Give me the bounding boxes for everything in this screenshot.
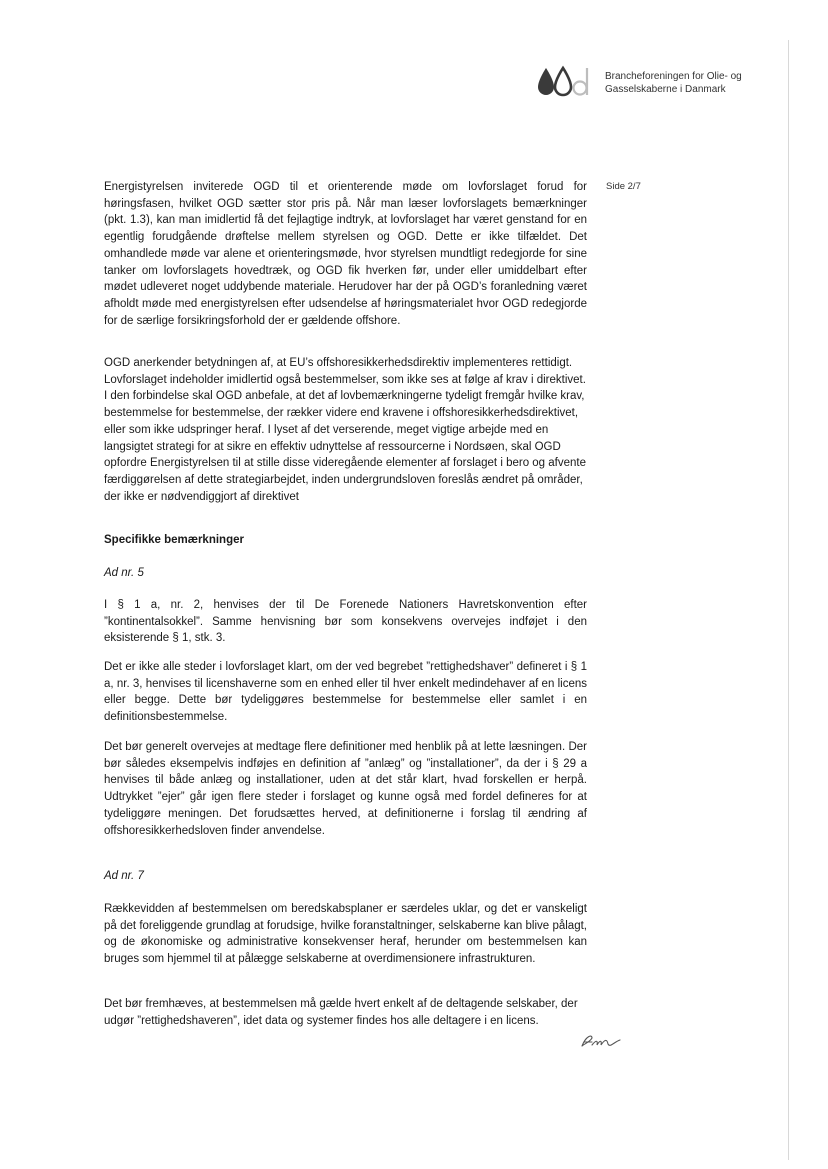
paragraph-6 [104, 901, 587, 968]
paragraph-text: I § 1 a, nr. 2, henvises der til De Forenede Nationers Havretskonvention efter ”kontinentalsokkel”. Samme henvisning bør som konsekvens overvejes indføjet i den eksisterende § 1, stk. 3. [104, 599, 587, 645]
paragraph-4 [104, 659, 587, 726]
org-line-1: Brancheforeningen for Olie- og [605, 71, 742, 82]
paragraph-text: Rækkevidden af bestemmelsen om beredskabsplaner er særdeles uklar, og det er vanskeligt på det foreliggende grundlag at forudsige, hvilke foranstaltninger, selskaberne kan blive pålagt, og de økonomiske og administrative konsekvenser heraf, herunder om bestemmelsen kan bruges som hjemmel til at pålægge selskaberne at overdimensionere infrastrukturen. [104, 903, 587, 966]
paragraph-text: OGD anerkender betydningen af, at EU’s offshoresikkerhedsdirektiv implementeres rettidigt. Lovforslaget indeholder imidlertid også bestemmelser, som ikke ses at følge af krav i direktivet. I den forbindelse skal OGD anbefale, at det af lovbemærkningerne tydeligt fremgår hvilke krav, bestemmelse for bestemmelse, der rækker videre end kravene i offshoresikkerhedsdirektivet, eller som ikke udspringer heraf. I lyset af det verserende, meget vigtige arbejde med en langsigtet strategi for at sikre en effektiv udnyttelse af ressourcerne i Nordsøen, skal OGD opfordre Energistyrelsen til at stille disse videregående elementer af forslaget i bero og afvente færdiggørelsen af dette strategiarbejdet, inden undergrundsloven foreslås ændret på områder, der ikke er nødvendiggjort af direktivet [104, 357, 586, 503]
paragraph-2 [104, 355, 587, 505]
paragraph-text: Det bør generelt overvejes at medtage flere definitioner med henblik på at lette læsningen. Der bør således eksempelvis indføjes en definition af ”anlæg” og ”installationer”, da der i § 29 a henvises til både anlæg og installationer, uden at det står klart, hvad forskellen er herpå. Udtrykket ”ejer” går igen flere steder i forslaget og kunne også med fordel defineres for at tydeliggøre meningen. Det forudsættes herved, at definitionerne i forslag til ændring af offshoresikkerhedsloven finder anvendelse. [104, 741, 587, 837]
paragraph-7 [104, 996, 587, 1029]
signature-initials-icon [578, 1030, 628, 1052]
organization-name [605, 70, 742, 96]
paragraph-text: Energistyrelsen inviterede OGD til et orienterende møde om lovforslaget forud for høringsfasen, hvilket OGD sætter stor pris på. Når man læser lovforslagets bemærkninger (pkt. 1.3), kan man imidlertid få det fejlagtige indtryk, at lovforslaget har været genstand for en egentlig forudgående drøftelse mellem styrelsen og OGD. Dette er ikke tilfældet. Det omhandlede møde var alene et orienteringsmøde, hvor styrelsen mundtligt redegjorde for sine tanker om lovforslagets hovedtræk, og OGD fik hverken før, under eller umiddelbart efter mødet udleveret noget uddybende materiale. Herudover har der på OGD’s foranledning været afholdt møde med energistyrelsen efter udsendelse af høringsmaterialet hvor OGD redegjorde for de særlige forsikringsforhold der er gældende offshore. [104, 181, 587, 327]
paragraph-3 [104, 597, 587, 647]
paragraph-5 [104, 739, 587, 839]
paragraph-1 [104, 179, 587, 329]
subheading-ad-nr-7: Ad nr. 7 [104, 870, 144, 882]
page-edge-line [788, 40, 789, 1160]
subheading-ad-nr-5: Ad nr. 5 [104, 567, 144, 579]
paragraph-text: Det er ikke alle steder i lovforslaget klart, om der ved begrebet ”rettighedshaver” defineret i § 1 a, nr. 3, henvises til licenshaverne som en enhed eller til hver enkelt medindehaver af en licens eller begge. Dette bør tydeliggøres bestemmelse for bestemmelse eller samlet i en definitionsbestemmelse. [104, 661, 587, 724]
page-number: Side 2/7 [606, 181, 641, 192]
org-line-2: Gasselskaberne i Danmark [605, 84, 726, 95]
ogd-logo-icon [536, 64, 596, 98]
paragraph-text: Det bør fremhæves, at bestemmelsen må gælde hvert enkelt af de deltagende selskaber, der udgør ”rettighedshaveren”, idet data og systemer findes hos alle deltagere i en licens. [104, 998, 578, 1027]
section-heading: Specifikke bemærkninger [104, 534, 244, 546]
